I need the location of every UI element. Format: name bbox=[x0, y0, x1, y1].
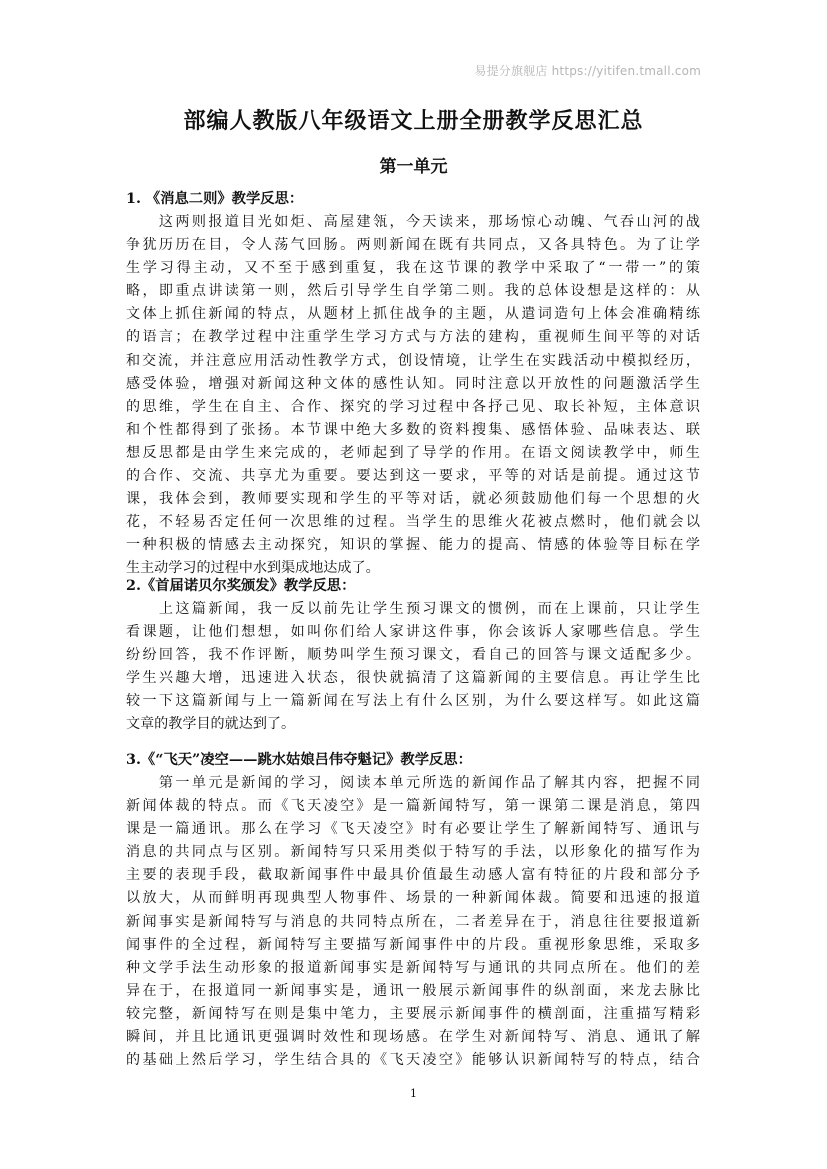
paragraph-line: 瞬间，并且比通讯更强调时效性和现场感。在学生对新闻特写、消息、通讯了解 bbox=[126, 1029, 700, 1046]
paragraph-line: 生主动学习的过程中水到渠成地达成了。 bbox=[126, 560, 380, 577]
paragraph-line: 较完整，新闻特写在则是集中笔力，主要展示新闻事件的横剖面，注重描写精彩 bbox=[126, 1005, 700, 1022]
paragraph-line: 的思维，学生在自主、合作、探究的学习过程中各抒己见、取长补短，主体意识 bbox=[126, 398, 700, 415]
paragraph-line: 文章的教学目的就达到了。 bbox=[126, 716, 296, 733]
paragraph-line: 上这篇新闻，我一反以前先让学生预习课文的惯例，而在上课前，只让学生 bbox=[126, 601, 700, 617]
paragraph-line: 主要的表现手段，截取新闻事件中最具价值最生动感人富有特征的片段和部分予 bbox=[126, 867, 700, 884]
section-heading: 3.《“飞天”凌空——跳水姑娘吕伟夺魁记》教学反思： bbox=[126, 752, 472, 768]
section-2 bbox=[126, 575, 700, 737]
watermark: 易提分旗舰店 https://yitifen.tmall.com bbox=[474, 64, 701, 78]
paragraph-line: 一种积极的情感去主动探究，知识的掌握、能力的提高、情感的体验等目标在学 bbox=[126, 537, 700, 554]
paragraph-line: 异在于，在报道同一新闻事实是，通讯一般展示新闻事件的纵剖面，来龙去脉比 bbox=[126, 982, 700, 999]
paragraph-line: 想反思都是由学生来完成的，老师起到了导学的作用。在语文阅读教学中，师生 bbox=[126, 444, 700, 461]
paragraph-line: 消息的共同点与区别。新闻特写只采用类似于特写的手法，以形象化的描写作为 bbox=[126, 844, 700, 861]
paragraph-line: 感受体验，增强对新闻这种文体的感性认知。同时注意以开放性的问题激活学生 bbox=[126, 375, 700, 392]
paragraph-line: 新闻体裁的特点。而《飞天凌空》是一篇新闻特写，第一课第二课是消息，第四 bbox=[126, 798, 700, 815]
paragraph-line: 较一下这篇新闻与上一篇新闻在写法上有什么区别，为什么要这样写。如此这篇 bbox=[126, 693, 700, 710]
paragraph-line: 这两则报道目光如炬、高屋建瓴，今天读来，那场惊心动魄、气吞山河的战 bbox=[126, 214, 700, 230]
paragraph-line: 闻事件的全过程，新闻特写主要描写新闻事件中的片段。重视形象思维，采取多 bbox=[126, 936, 700, 953]
paragraph-line: 的基础上然后学习，学生结合具的《飞天凌空》能够认识新闻特写的特点，结合 bbox=[126, 1052, 700, 1069]
section-paragraph bbox=[126, 211, 700, 581]
page-number: 1 bbox=[410, 1087, 417, 1100]
paragraph-line: 看课题，让他们想想，如叫你们给人家讲这件事，你会该诉人家哪些信息。学生 bbox=[126, 624, 700, 641]
unit-heading: 第一单元 bbox=[379, 157, 448, 177]
paragraph-line: 和交流，并注意应用活动性教学方式，创设情境，让学生在实践活动中模拟经历， bbox=[126, 352, 700, 369]
section-3 bbox=[126, 749, 700, 1072]
paragraph-line: 课，我体会到，教师要实现和学生的平等对话，就必须鼓励他们每一个思想的火 bbox=[126, 491, 700, 508]
paragraph-line: 花，不轻易否定任何一次思维的过程。当学生的思维火花被点燃时，他们就会以 bbox=[126, 514, 700, 531]
section-paragraph bbox=[126, 772, 700, 1072]
paragraph-line: 新闻事实是新闻特写与消息的共同特点所在，二者差异在于，消息往往要报道新 bbox=[126, 913, 700, 930]
paragraph-line: 略，即重点讲读第一则，然后引导学生自学第二则。我的总体设想是这样的：从 bbox=[126, 283, 700, 300]
section-heading: 1. 《消息二则》教学反思： bbox=[126, 191, 304, 207]
paragraph-line: 文体上抓住新闻的特点，从题材上抓住战争的主题，从遣词造句上体会准确精练 bbox=[126, 306, 700, 323]
section-paragraph bbox=[126, 598, 700, 737]
paragraph-line: 学生兴趣大增，迅速进入状态，很快就搞清了这篇新闻的主要信息。再让学生比 bbox=[126, 670, 700, 687]
section-heading: 2.《首届诺贝尔奖颁发》教学反思： bbox=[126, 578, 356, 594]
paragraph-line: 种文学手法生动形象的报道新闻事实是新闻特写与通讯的共同点所在。他们的差 bbox=[126, 959, 700, 976]
section-1 bbox=[126, 188, 700, 581]
paragraph-line: 课是一篇通讯。那么在学习《飞天凌空》时有必要让学生了解新闻特写、通讯与 bbox=[126, 821, 700, 838]
page-title: 部编人教版八年级语文上册全册教学反思汇总 bbox=[183, 108, 644, 134]
paragraph-line: 以放大，从而鲜明再现典型人物事件、场景的一种新闻体裁。简要和迅速的报道 bbox=[126, 890, 700, 907]
paragraph-line: 的合作、交流、共享尤为重要。要达到这一要求，平等的对话是前提。通过这节 bbox=[126, 468, 700, 485]
paragraph-line: 争犹历历在目，令人荡气回肠。两则新闻在既有共同点，又各具特色。为了让学 bbox=[126, 237, 700, 254]
paragraph-line: 纷纷回答，我不作评断，顺势叫学生预习课文，看自己的回答与课文适配多少。 bbox=[126, 647, 700, 664]
paragraph-line: 和个性都得到了张扬。本节课中绝大多数的资料搜集、感悟体验、品味表达、联 bbox=[126, 421, 700, 438]
paragraph-line: 生学习得主动，又不至于感到重复，我在这节课的教学中采取了“一带一”的策 bbox=[126, 260, 700, 277]
paragraph-line: 第一单元是新闻的学习，阅读本单元所选的新闻作品了解其内容，把握不同 bbox=[126, 775, 700, 791]
paragraph-line: 的语言；在教学过程中注重学生学习方式与方法的建构，重视师生间平等的对话 bbox=[126, 329, 700, 346]
